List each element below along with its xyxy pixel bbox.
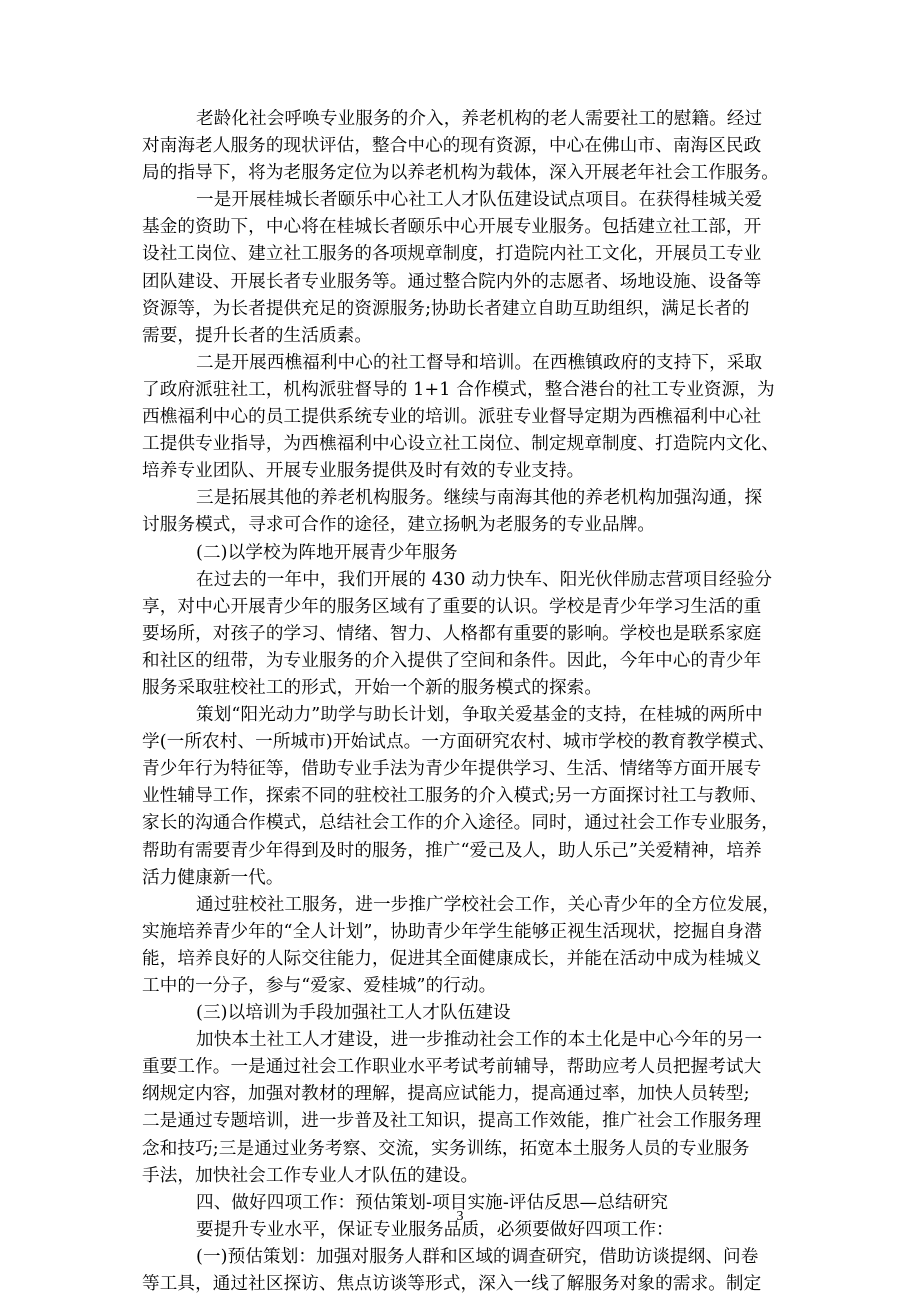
section-heading: 四、做好四项工作：预估策划-项目实施-评估反思—总结研究: [196, 1192, 669, 1213]
text-line: 在过去的一年中，我们开展的 430 动力快车、阳光伙伴励志营项目经验分: [196, 569, 773, 590]
text-line: 活力健康新一代。: [142, 867, 284, 888]
text-line: 实施培养青少年的“全人计划”，协助青少年学生能够正视生活现状，挖掘自身潜: [142, 921, 762, 942]
text-line: 讨服务模式，寻求可合作的途径，建立扬帆为老服务的专业品牌。: [142, 515, 656, 536]
text-line: 帮助有需要青少年得到及时的服务，推广“爱己及人，助人乐己”关爱精神，培养: [142, 840, 762, 861]
body-text: [142, 106, 782, 1298]
text-line: 加快本土社工人才建设，进一步推动社会工作的本土化是中心今年的另一: [196, 1030, 763, 1051]
text-line: 培养专业团队、开展专业服务提供及时有效的专业支持。: [142, 461, 585, 482]
text-line: 二是开展西樵福利中心的社工督导和培训。在西樵镇政府的支持下，采取: [196, 352, 763, 373]
text-line: 对南海老人服务的现状评估，整合中心的现有资源，中心在佛山市、南海区民政: [142, 136, 762, 157]
text-line: 老龄化社会呼唤专业服务的介入，养老机构的老人需要社工的慰籍。经过: [196, 109, 763, 129]
text-line: 享，对中心开展青少年的服务区域有了重要的认识。学校是青少年学习生活的重: [142, 596, 762, 617]
text-line: 等工具，通过社区探访、焦点访谈等形式，深入一线了解服务对象的需求。制定: [142, 1274, 762, 1295]
text-line: 工提供专业指导，为西樵福利中心设立社工岗位、制定规章制度、打造院内文化、: [142, 434, 779, 455]
text-line: 设社工岗位、建立社工服务的各项规章制度，打造院内社工文化，开展员工专业: [142, 244, 762, 265]
text-line: 工中的一分子，参与“爱家、爱桂城”的行动。: [142, 976, 497, 996]
text-line: 通过驻校社工服务，进一步推广学校社会工作，关心青少年的全方位发展，: [196, 894, 780, 915]
text-line: 学(一所农村、一所城市)开始试点。一方面研究农村、城市学校的教育教学模式、: [142, 732, 776, 753]
text-line: 二是通过专题培训，进一步普及社工知识，提高工作效能，推广社会工作服务理: [142, 1111, 762, 1132]
text-line: 要场所，对孩子的学习、情绪、智力、人格都有重要的影响。学校也是联系家庭: [142, 623, 762, 644]
page-number: 3: [456, 1209, 464, 1224]
text-line: 服务采取驻校社工的形式，开始一个新的服务模式的探索。: [142, 677, 603, 698]
text-line: 念和技巧;三是通过业务考察、交流，实务训练，拓宽本土服务人员的专业服务: [142, 1138, 750, 1159]
text-line: 基金的资助下，中心将在桂城长者颐乐中心开展专业服务。包括建立社工部，开: [142, 217, 762, 238]
text-line: 资源等，为长者提供充足的资源服务;协助长者建立自助互助组织，满足长者的: [142, 298, 750, 319]
text-line: 业性辅导工作，探索不同的驻校社工服务的介入模式;另一方面探讨社工与教师、: [142, 786, 768, 807]
text-line: 策划“阳光动力”助学与助长计划，争取关爱基金的支持，在桂城的两所中: [196, 705, 763, 726]
text-line: 和社区的纽带，为专业服务的介入提供了空间和条件。因此，今年中心的青少年: [142, 650, 762, 671]
text-line: 要提升专业水平，保证专业服务品质，必须要做好四项工作：: [196, 1219, 674, 1240]
text-line: 能，培养良好的人际交往能力，促进其全面健康成长，并能在活动中成为桂城义: [142, 948, 762, 969]
text-line: 家长的沟通合作模式，总结社会工作的介入途径。同时，通过社会工作专业服务，: [142, 813, 779, 834]
text-line: 三是拓展其他的养老机构服务。继续与南海其他的养老机构加强沟通，探: [196, 488, 763, 509]
text-line: 青少年行为特征等，借助专业手法为青少年提供学习、生活、情绪等方面开展专: [142, 759, 762, 780]
text-line: 团队建设、开展长者专业服务等。通过整合院内外的志愿者、场地设施、设备等: [142, 271, 762, 292]
text-line: 需要，提升长者的生活质素。: [142, 325, 373, 346]
text-line: 局的指导下，将为老服务定位为以养老机构为载体，深入开展老年社会工作服务。: [142, 163, 779, 184]
text-line: 一是开展桂城长者颐乐中心社工人才队伍建设试点项目。在获得桂城关爱: [196, 190, 763, 211]
text-line: 西樵福利中心的员工提供系统专业的培训。派驻专业督导定期为西樵福利中心社: [142, 407, 762, 428]
text-line: (一)预估策划：加强对服务人群和区域的调查研究，借助访谈提纲、问卷: [196, 1246, 759, 1267]
text-line: 了政府派驻社工，机构派驻督导的 1+1 合作模式，整合港台的社工专业资源，为: [142, 379, 775, 400]
section-heading: (三)以培训为手段加强社工人才队伍建设: [196, 1003, 511, 1024]
text-line: 重要工作。一是通过社会工作职业水平考试考前辅导，帮助应考人员把握考试大: [142, 1057, 762, 1078]
text-line: 纲规定内容，加强对教材的理解，提高应试能力，提高通过率，加快人员转型;: [142, 1084, 750, 1105]
section-heading: (二)以学校为阵地开展青少年服务: [196, 542, 458, 563]
text-line: 手法，加快社会工作专业人才队伍的建设。: [142, 1165, 479, 1186]
